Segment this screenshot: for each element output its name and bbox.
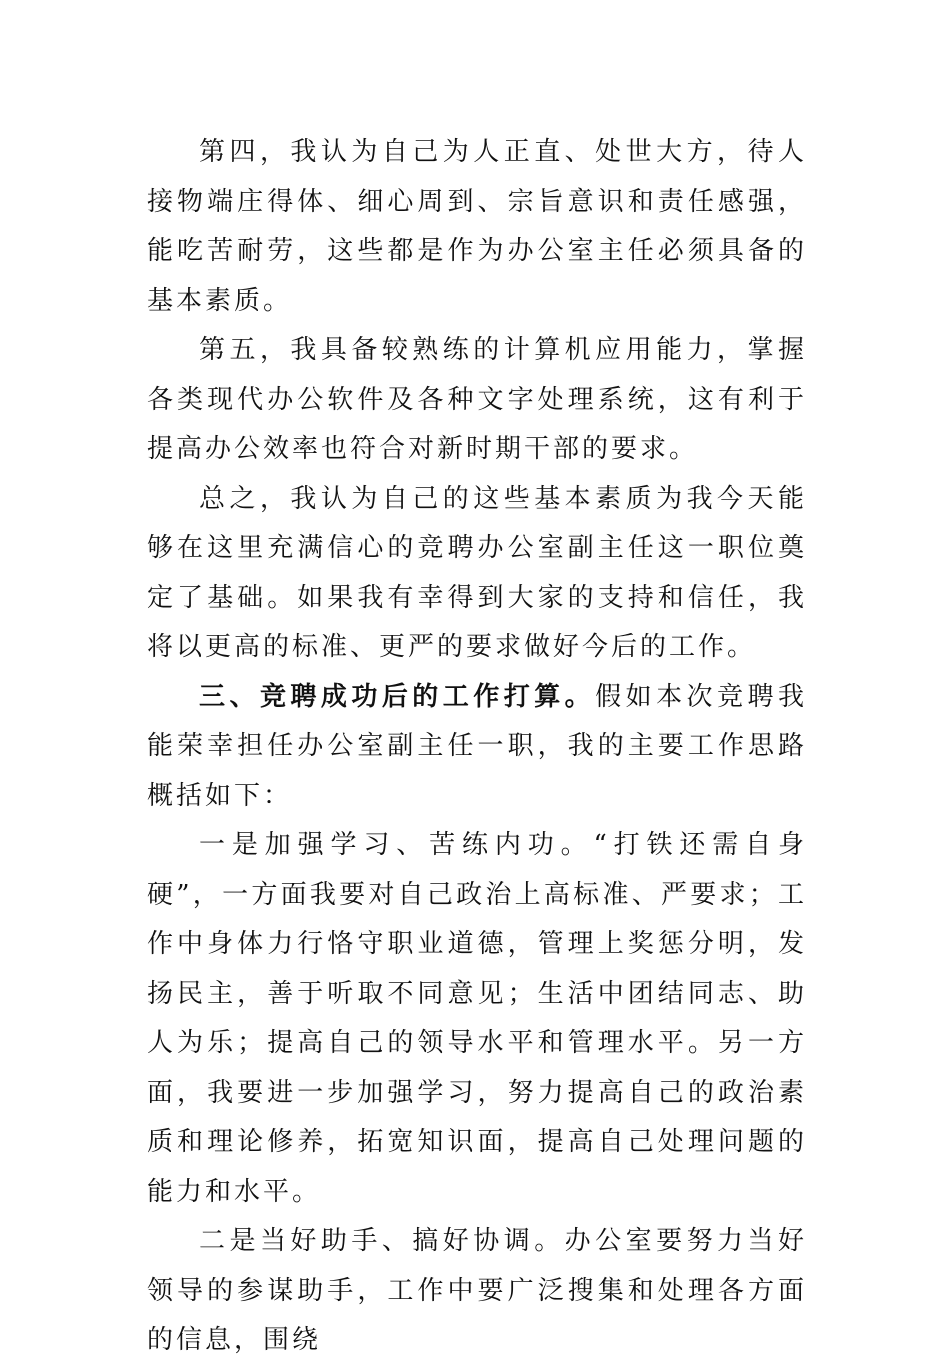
- document-body: [147, 128, 807, 1366]
- paragraph-point-one: [147, 821, 807, 1217]
- paragraph-section-three: [147, 673, 807, 822]
- paragraph-text: 第五，我具备较熟练的计算机应用能力，掌握各类现代办公软件及各种文字处理系统，这有利于提高办公效率也符合对新时期干部的要求。: [147, 335, 807, 464]
- paragraph-text: 二是当好助手、搞好协调。办公室要努力当好领导的参谋助手，工作中要广泛搜集和处理各方面的信息，围绕: [147, 1226, 807, 1355]
- paragraph-text: 总之，我认为自己的这些基本素质为我今天能够在这里充满信心的竞聘办公室副主任这一职位奠定了基础。如果我有幸得到大家的支持和信任，我将以更高的标准、更严的要求做好今后的工作。: [147, 483, 807, 662]
- paragraph-text: 一是加强学习、苦练内功。“打铁还需自身硬”，一方面我要对自己政治上高标准、严要求；工作中身体力行恪守职业道德，管理上奖惩分明，发扬民主，善于听取不同意见；生活中团结同志、助人为乐；提高自己的领导水平和管理水平。另一方面，我要进一步加强学习，努力提高自己的政治素质和理论修养，拓宽知识面，提高自己处理问题的能力和水平。: [147, 830, 807, 1207]
- section-heading: 三、竞聘成功后的工作打算。: [199, 681, 596, 712]
- paragraph-point-two: [147, 1217, 807, 1366]
- paragraph-text: 第四，我认为自己为人正直、处世大方，待人接物端庄得体、细心周到、宗旨意识和责任感强，能吃苦耐劳，这些都是作为办公室主任必须具备的基本素质。: [147, 137, 807, 316]
- paragraph-fifth: [147, 326, 807, 475]
- paragraph-fourth: [147, 128, 807, 326]
- paragraph-text: 假如本次竞聘我能荣幸担任办公室副主任一职，我的主要工作思路概括如下：: [147, 681, 807, 811]
- paragraph-summary: [147, 475, 807, 673]
